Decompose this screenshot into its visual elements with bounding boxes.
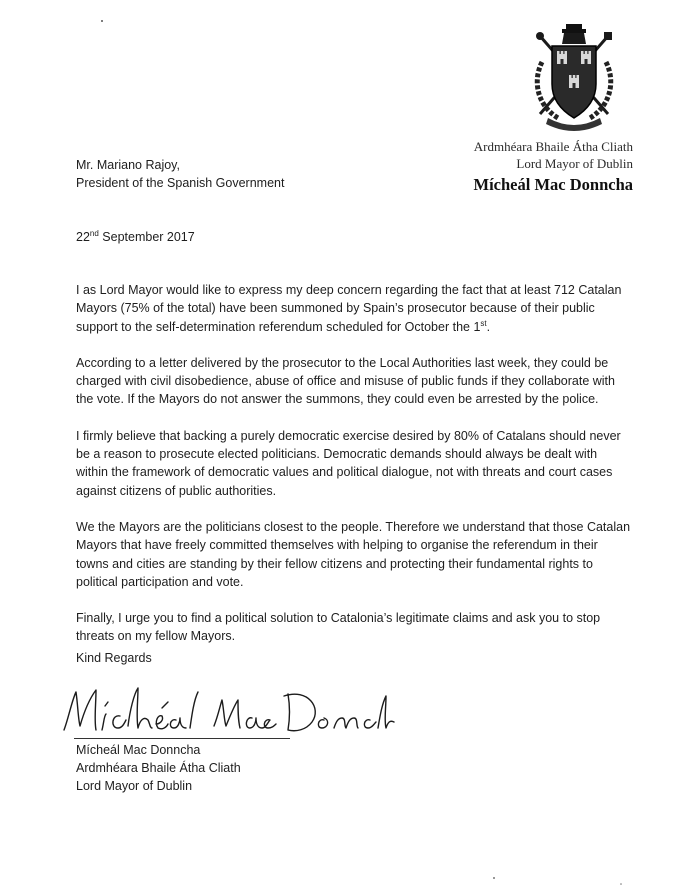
addressee-name: Mr. Mariano Rajoy, [76, 158, 180, 172]
body-paragraph-1 [76, 281, 631, 336]
body-paragraph-3: I firmly believe that backing a purely democratic exercise desired by 80% of Catalans should never be a reason to prosecute elected politicians. Democratic demands should always be dealt with within the framework of democratic values and political dialogue, not with threats and court cases against citizens of public authorities. [76, 428, 621, 498]
body-paragraph-1-superscript: st [480, 318, 487, 328]
letter-body [76, 281, 631, 664]
body-paragraph-1-end: . [486, 319, 491, 334]
handwritten-signature-icon [58, 680, 398, 740]
letterhead-name: Mícheál Mac Donncha [473, 175, 633, 194]
letter-date [76, 229, 195, 244]
signature-line [74, 738, 290, 739]
body-paragraph-2: According to a letter delivered by the prosecutor to the Local Authorities last week, they could be charged with civil disobedience, abuse of office and misuse of public funds if they collaborate with the vote. If the Mayors do not answer the summons, they could even be arrested by the police. [76, 355, 615, 407]
coat-of-arms-icon [528, 22, 620, 134]
date-rest: September 2017 [98, 230, 195, 245]
letterhead [474, 138, 633, 197]
body-paragraph-5: Finally, I urge you to find a political solution to Catalonia’s legitimate claims and ask you to stop threats on my fellow Mayors. [76, 611, 601, 644]
addressee-title: President of the Spanish Government [76, 176, 285, 190]
signatory-english-title: Lord Mayor of Dublin [76, 779, 193, 793]
body-paragraph-1-text: I as Lord Mayor would like to express my deep concern regarding the fact that at least 712 Catalan Mayors (75% of the total) have been summoned by Spain’s prosecutor because of their public support to the self-determination referendum scheduled for October the 1 [76, 283, 622, 334]
signatory-irish-title: Ardmhéara Bhaile Átha Cliath [76, 761, 241, 775]
letterhead-irish-title: Ardmhéara Bhaile Átha Cliath [473, 139, 633, 154]
closing-salutation: Kind Regards [76, 651, 152, 665]
signatory-name: Mícheál Mac Donncha [76, 743, 201, 757]
date-day: 22 [76, 230, 90, 245]
body-paragraph-4: We the Mayors are the politicians closest to the people. Therefore we understand that those Catalan Mayors that have freely committed themselves with helping to organise the referendum in their towns and cities are standing by their fellow citizens and protecting their fundamental rights to political participation and vote. [76, 519, 631, 589]
date-suffix: nd [89, 229, 99, 238]
addressee-block [76, 156, 284, 192]
signature-block [76, 741, 241, 795]
letterhead-english-title: Lord Mayor of Dublin [516, 156, 633, 171]
